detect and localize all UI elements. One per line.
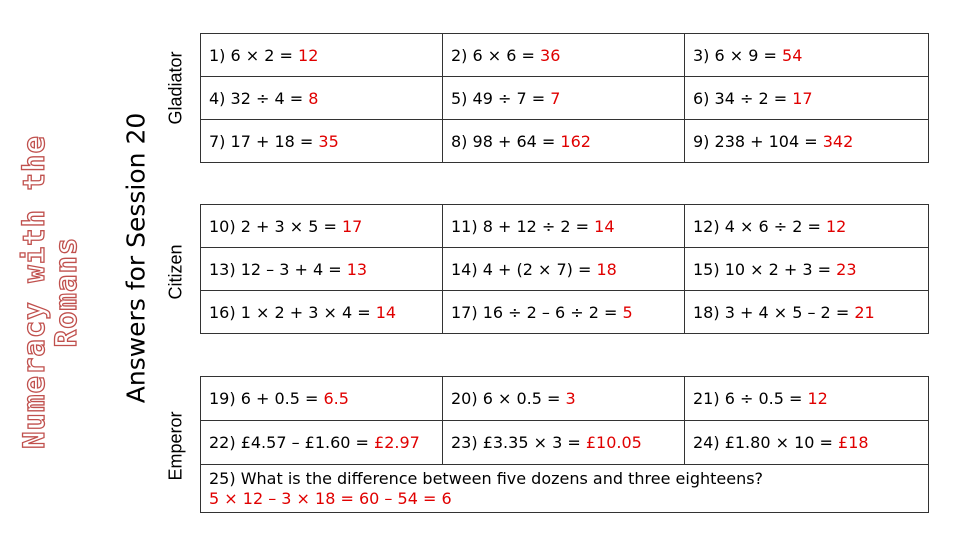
answer-cell: 13) 12 – 3 + 4 = 13 <box>201 248 443 291</box>
answer-value: 5 <box>622 302 633 322</box>
answer-cell: 24) £1.80 × 10 = £18 <box>685 421 929 465</box>
answer-value: 36 <box>540 45 561 65</box>
answer-value: 12 <box>298 45 319 65</box>
answer-value: £2.97 <box>374 433 420 452</box>
answer-value: £18 <box>838 433 869 452</box>
final-question-text: 25) What is the difference between five dozens and three eighteens? <box>209 468 764 488</box>
answer-value: 12 <box>825 216 847 236</box>
title-line-1: Numeracy with the <box>17 135 51 449</box>
answer-cell: 5) 49 ÷ 7 = 7 <box>443 77 685 120</box>
answer-cell: 22) £4.57 – £1.60 = £2.97 <box>201 421 443 465</box>
answer-value: 35 <box>318 131 339 151</box>
answer-value: 18 <box>596 259 617 279</box>
answer-cell: 1) 6 × 2 = 12 <box>201 34 443 77</box>
answer-cell: 19) 6 + 0.5 = 6.5 <box>201 377 443 421</box>
answer-cell: 11) 8 + 12 ÷ 2 = 14 <box>443 205 685 248</box>
gladiator-answers-table <box>200 33 929 163</box>
answer-value: 8 <box>308 88 319 108</box>
answer-value: 12 <box>807 389 828 408</box>
table-row <box>201 248 929 291</box>
answer-value: 342 <box>822 131 854 151</box>
answer-cell: 17) 16 ÷ 2 – 6 ÷ 2 = 5 <box>443 291 685 334</box>
answer-value: £10.05 <box>585 433 642 452</box>
table-row <box>201 291 929 334</box>
answer-value: 21 <box>854 302 875 322</box>
table-row <box>201 77 929 120</box>
answer-cell: 23) £3.35 × 3 = £10.05 <box>443 421 685 465</box>
page-subtitle: Answers for Session 20 <box>121 112 151 404</box>
answer-value: 6.5 <box>323 389 349 408</box>
answer-cell: 15) 10 × 2 + 3 = 23 <box>685 248 929 291</box>
answer-value: 7 <box>550 88 561 108</box>
table-row <box>201 421 929 465</box>
emperor-answers-table <box>200 376 929 513</box>
answer-cell: 10) 2 + 3 × 5 = 17 <box>201 205 443 248</box>
answer-cell: 14) 4 + (2 × 7) = 18 <box>443 248 685 291</box>
table-row <box>201 34 929 77</box>
answer-cell: 16) 1 × 2 + 3 × 4 = 14 <box>201 291 443 334</box>
table-row <box>201 120 929 163</box>
table-row <box>201 377 929 421</box>
answer-cell: 18) 3 + 4 × 5 – 2 = 21 <box>685 291 929 334</box>
answer-value: 17 <box>341 216 363 236</box>
answer-cell: 3) 6 × 9 = 54 <box>685 34 929 77</box>
citizen-answers-table <box>200 204 929 334</box>
answer-cell: 12) 4 × 6 ÷ 2 = 12 <box>685 205 929 248</box>
answer-value: 162 <box>560 131 591 151</box>
final-question-cell <box>201 465 929 513</box>
answer-cell: 20) 6 × 0.5 = 3 <box>443 377 685 421</box>
answer-value: 3 <box>565 389 576 408</box>
answer-cell: 2) 6 × 6 = 36 <box>443 34 685 77</box>
answer-value: 17 <box>792 88 813 108</box>
table-row <box>201 205 929 248</box>
answer-value: 54 <box>782 45 803 65</box>
answer-cell: 21) 6 ÷ 0.5 = 12 <box>685 377 929 421</box>
answer-value: 14 <box>375 302 397 322</box>
final-answer-text: 5 × 12 – 3 × 18 = 60 – 54 = 6 <box>209 488 452 508</box>
answer-cell: 9) 238 + 104 = 342 <box>685 120 929 163</box>
page-title <box>18 135 82 449</box>
table-row-final-question <box>201 465 929 513</box>
answer-cell: 7) 17 + 18 = 35 <box>201 120 443 163</box>
answer-value: 14 <box>594 216 615 236</box>
answer-cell: 6) 34 ÷ 2 = 17 <box>685 77 929 120</box>
answer-value: 23 <box>836 259 857 279</box>
answer-cell: 4) 32 ÷ 4 = 8 <box>201 77 443 120</box>
answer-cell: 8) 98 + 64 = 162 <box>443 120 685 163</box>
title-line-2: Romans <box>49 236 83 348</box>
answer-value: 13 <box>346 259 368 279</box>
